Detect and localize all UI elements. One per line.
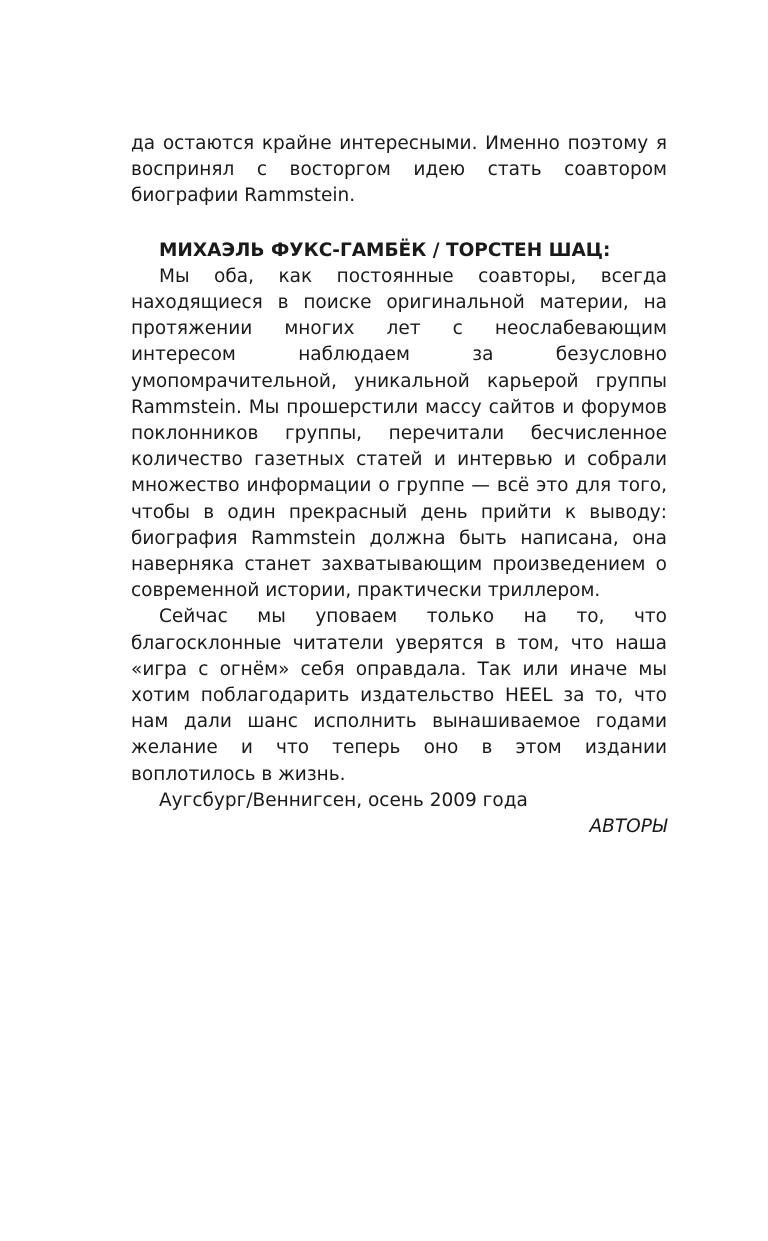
book-page <box>131 131 667 840</box>
authors-signature: АВТОРЫ <box>589 816 667 838</box>
place-and-date: Аугсбург/Веннигсен, осень 2009 года <box>159 789 528 811</box>
body-paragraph-1: Мы оба, как постоянные соавторы, всегда находящиеся в поиске оригинальной материи, на протяжении многих лет с неослабевающим интересом наблюдаем за безусловно умопомрачительной, уникальной карьерой группы Rammstein. Мы прошерстили массу сайтов и форумов поклонников группы, перечитали бесчисленное количество газетных статей и интервью и собрали множество информации о группе — всё это для того, чтобы в один прекрасный день прийти к выводу: биография Rammstein должна быть написана, она наверняка станет захватывающим произведением о современной истории, практически триллером. <box>131 265 667 602</box>
section-heading: МИХАЭЛЬ ФУКС-ГАМБЁК / ТОРСТЕН ШАЦ: <box>159 239 611 261</box>
body-paragraph-2: Сейчас мы уповаем только на то, что благосклонные читатели уверятся в том, что наша «игра с огнём» себя оправдала. Так или иначе мы хотим поблагодарить издательство HEEL за то, что нам дали шанс исполнить вынашиваемое годами желание и что теперь оно в этом издании воплотилось в жизнь. <box>131 606 667 785</box>
intro-paragraph: да остаются крайне интересными. Именно поэтому я воспринял с восторгом идею стать соавтором биографии Rammstein. <box>131 133 667 207</box>
